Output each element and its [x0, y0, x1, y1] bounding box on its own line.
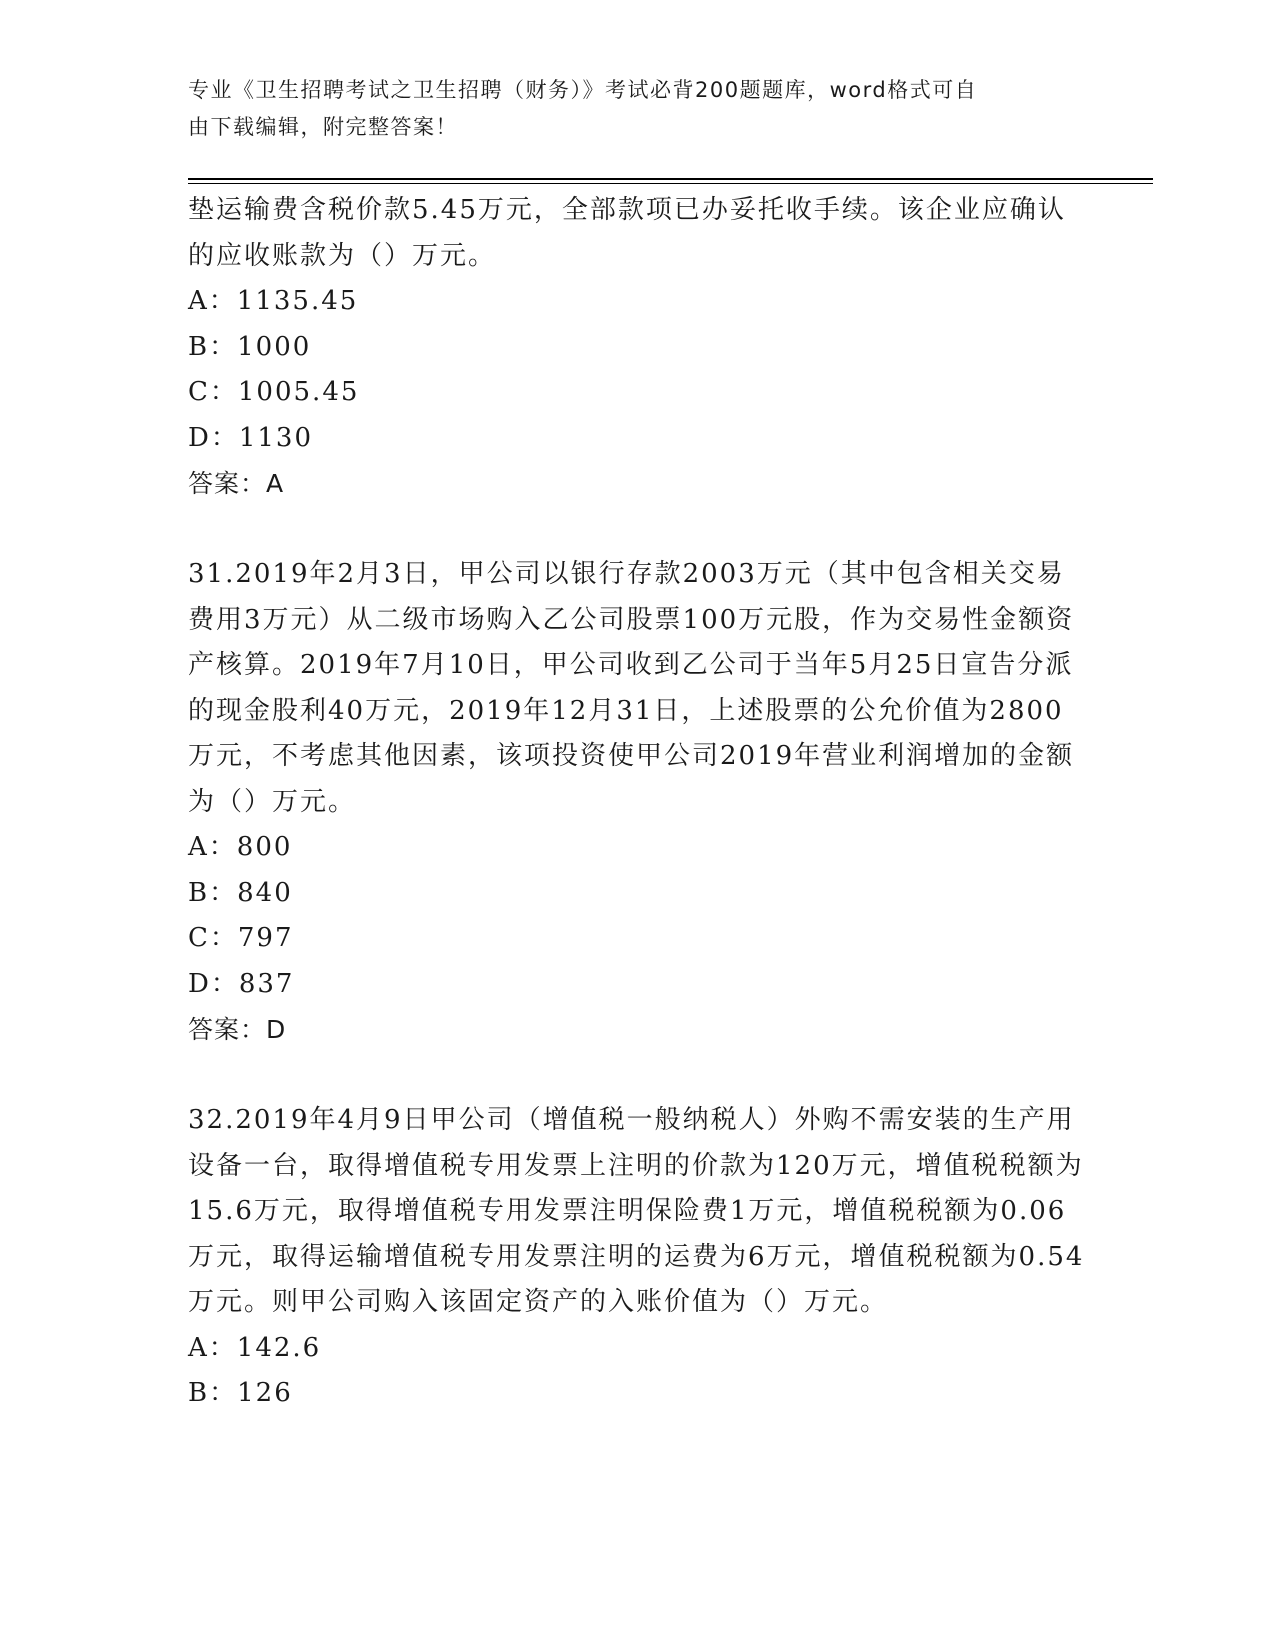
- q30-option-d: D：1130: [188, 422, 314, 453]
- q32-stem: 32.2019年4月9日甲公司（增值税一般纳税人）外购不需安装的生产用设备一台，取得增值税专用发票上注明的价款为120万元，增值税税额为15.6万元，取得增值税专用发票注明保险费1万元，增值税税额为0.06万元，取得运输增值税专用发票注明的运费为6万元，增值税税额为0.54万元。则甲公司购入该固定资产的入账价值为（）万元。: [188, 1105, 1085, 1317]
- q32-option-a: A：142.6: [188, 1332, 322, 1363]
- q30-answer: 答案：A: [188, 469, 285, 498]
- q31-answer: 答案：D: [188, 1015, 287, 1044]
- q31-option-b: B：840: [188, 877, 293, 908]
- header-rule-thin: [188, 183, 1153, 184]
- header-rule-thick: [188, 178, 1153, 180]
- header-title-line-1: 专业《卫生招聘考试之卫生招聘（财务）》考试必背200题题库，word格式可自: [188, 78, 978, 102]
- q30-option-c: C：1005.45: [188, 377, 360, 407]
- q32-option-b: B：126: [188, 1378, 293, 1408]
- q30-stem: 垫运输费含税价款5.45万元，全部款项已办妥托收手续。该企业应确认的应收账款为（）万元。: [188, 195, 1066, 271]
- document-header: [188, 72, 1068, 146]
- spacer: [188, 1053, 1088, 1099]
- q30-option-a: A：1135.45: [188, 286, 359, 316]
- q31-option-d: D：837: [188, 968, 295, 999]
- q31-option-a: A：800: [188, 832, 293, 862]
- question-body: [188, 188, 1088, 1417]
- q31-stem: 31.2019年2月3日，甲公司以银行存款2003万元（其中包含相关交易费用3万元）从二级市场购入乙公司股票100万元股，作为交易性金额资产核算。2019年7月10日，甲公司收到乙公司于当年5月25日宣告分派的现金股利40万元，2019年12月31日，上述股票的公允价值为2800万元，不考虑其他因素，该项投资使甲公司2019年营业利润增加的金额为（）万元。: [188, 559, 1075, 817]
- q30-option-b: B：1000: [188, 331, 312, 362]
- spacer: [188, 507, 1088, 553]
- header-title-line-2: 由下载编辑，附完整答案！: [188, 115, 458, 139]
- q31-option-c: C：797: [188, 923, 294, 953]
